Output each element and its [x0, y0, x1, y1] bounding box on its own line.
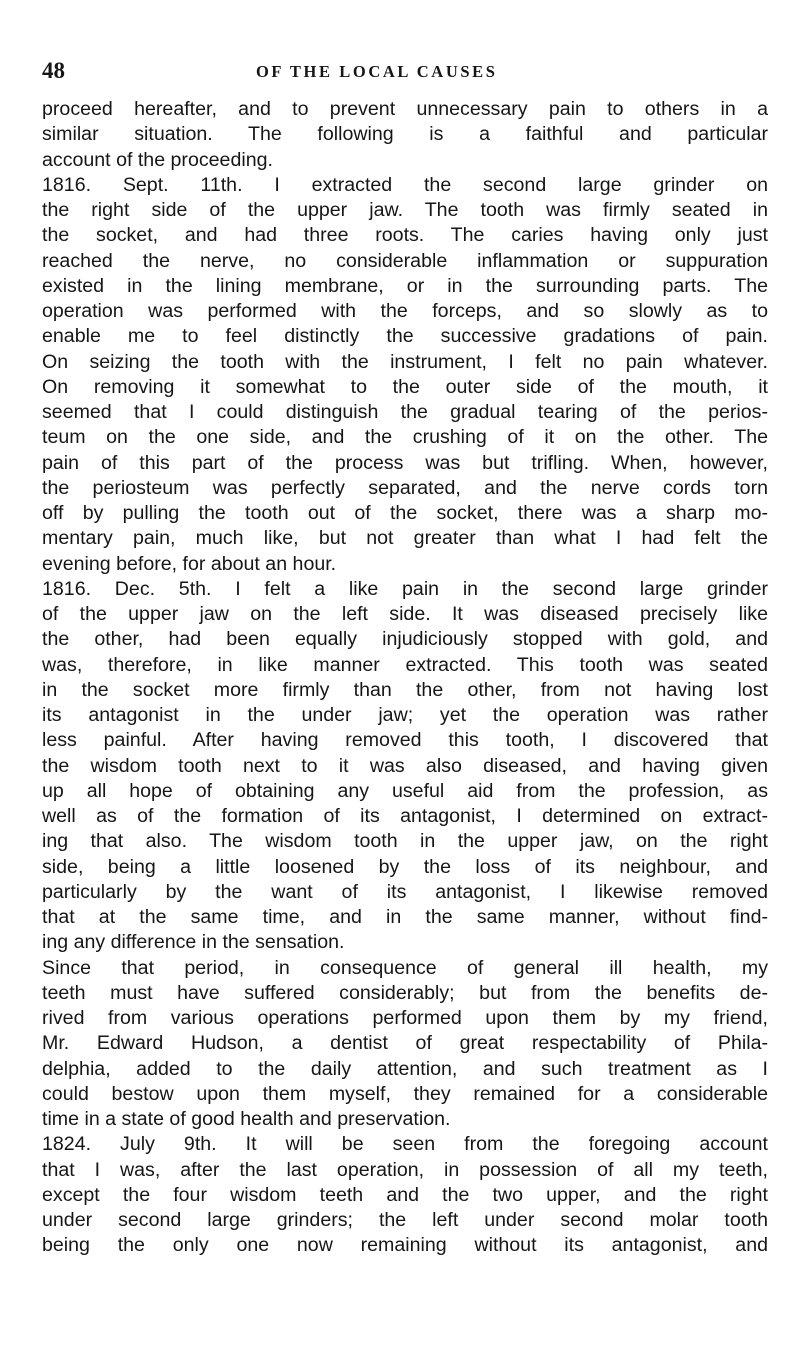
text-line: On removing it somewhat to the outer side of the mouth, it	[42, 375, 768, 398]
text-line: proceed hereafter, and to prevent unnecessary pain to others in a	[42, 98, 768, 120]
text-line: enable me to feel distinctly the successive gradations of pain.	[42, 325, 768, 348]
text-line: the wisdom tooth next to it was also diseased, and having given	[42, 754, 768, 777]
text-line: off by pulling the tooth out of the socket, there was a sharp mo-	[42, 502, 768, 524]
page-header	[0, 58, 800, 88]
text-line: less painful. After having removed this tooth, I discovered that	[42, 729, 768, 752]
text-line: that I was, after the last operation, in possession of all my teeth,	[42, 1158, 768, 1181]
text-line: account of the proceeding.	[42, 148, 273, 171]
text-line: being the only one now remaining without its antagonist, and	[42, 1234, 768, 1257]
text-line: evening before, for about an hour.	[42, 552, 337, 575]
text-line: mentary pain, much like, but not greater than what I had felt the	[42, 527, 768, 550]
text-line: teeth must have suffered considerably; but from the benefits de-	[42, 981, 768, 1004]
text-line: ing that also. The wisdom tooth in the upper jaw, on the right	[42, 830, 768, 853]
text-line: delphia, added to the daily attention, and such treatment as I	[42, 1057, 768, 1080]
text-line: particularly by the want of its antagonist, I likewise removed	[42, 880, 768, 903]
text-line: ing any difference in the sensation.	[42, 931, 345, 954]
text-line: 1824. July 9th. It will be seen from the foregoing account	[42, 1133, 768, 1156]
body-text	[42, 97, 768, 1259]
text-line: time in a state of good health and preservation.	[42, 1108, 451, 1130]
text-line: its antagonist in the under jaw; yet the operation was rather	[42, 704, 768, 726]
text-line: seemed that I could distinguish the gradual tearing of the perios-	[42, 401, 768, 423]
text-line: under second large grinders; the left under second molar tooth	[42, 1209, 768, 1231]
text-line: in the socket more firmly than the other, from not having lost	[42, 678, 768, 701]
text-line: rived from various operations performed upon them by my friend,	[42, 1007, 768, 1029]
text-line: existed in the lining membrane, or in the surrounding parts. The	[42, 274, 768, 297]
text-line: the right side of the upper jaw. The tooth was firmly seated in	[42, 199, 768, 221]
text-line: well as of the formation of its antagonist, I determined on extract-	[42, 805, 768, 827]
text-line: the periosteum was perfectly separated, and the nerve cords torn	[42, 476, 768, 499]
text-line: the other, had been equally injudiciously stopped with gold, and	[42, 628, 768, 651]
text-line: 1816. Dec. 5th. I felt a like pain in the second large grinder	[42, 577, 768, 600]
text-line: Mr. Edward Hudson, a dentist of great respectability of Phila-	[42, 1032, 768, 1055]
text-line: the socket, and had three roots. The caries having only just	[42, 224, 768, 247]
page-number: 48	[42, 58, 65, 83]
text-line: was, therefore, in like manner extracted. This tooth was seated	[42, 653, 768, 676]
running-head: OF THE LOCAL CAUSES	[256, 62, 498, 81]
text-line: up all hope of obtaining any useful aid from the profession, as	[42, 779, 768, 802]
text-line: Since that period, in consequence of general ill health, my	[42, 956, 768, 979]
text-line: 1816. Sept. 11th. I extracted the second large grinder on	[42, 173, 768, 196]
text-line: side, being a little loosened by the loss of its neighbour, and	[42, 855, 768, 878]
text-line: pain of this part of the process was but trifling. When, however,	[42, 451, 768, 474]
text-line: could bestow upon them myself, they remained for a considerable	[42, 1082, 768, 1105]
text-line: that at the same time, and in the same manner, without find-	[42, 906, 768, 928]
text-line: teum on the one side, and the crushing of it on the other. The	[42, 426, 768, 449]
text-line: except the four wisdom teeth and the two upper, and the right	[42, 1183, 768, 1206]
text-line: operation was performed with the forceps, and so slowly as to	[42, 300, 768, 322]
text-line: On seizing the tooth with the instrument, I felt no pain whatever.	[42, 350, 768, 373]
text-line: reached the nerve, no considerable inflammation or suppuration	[42, 249, 768, 272]
text-line: similar situation. The following is a faithful and particular	[42, 123, 768, 146]
text-line: of the upper jaw on the left side. It was diseased precisely like	[42, 603, 768, 625]
